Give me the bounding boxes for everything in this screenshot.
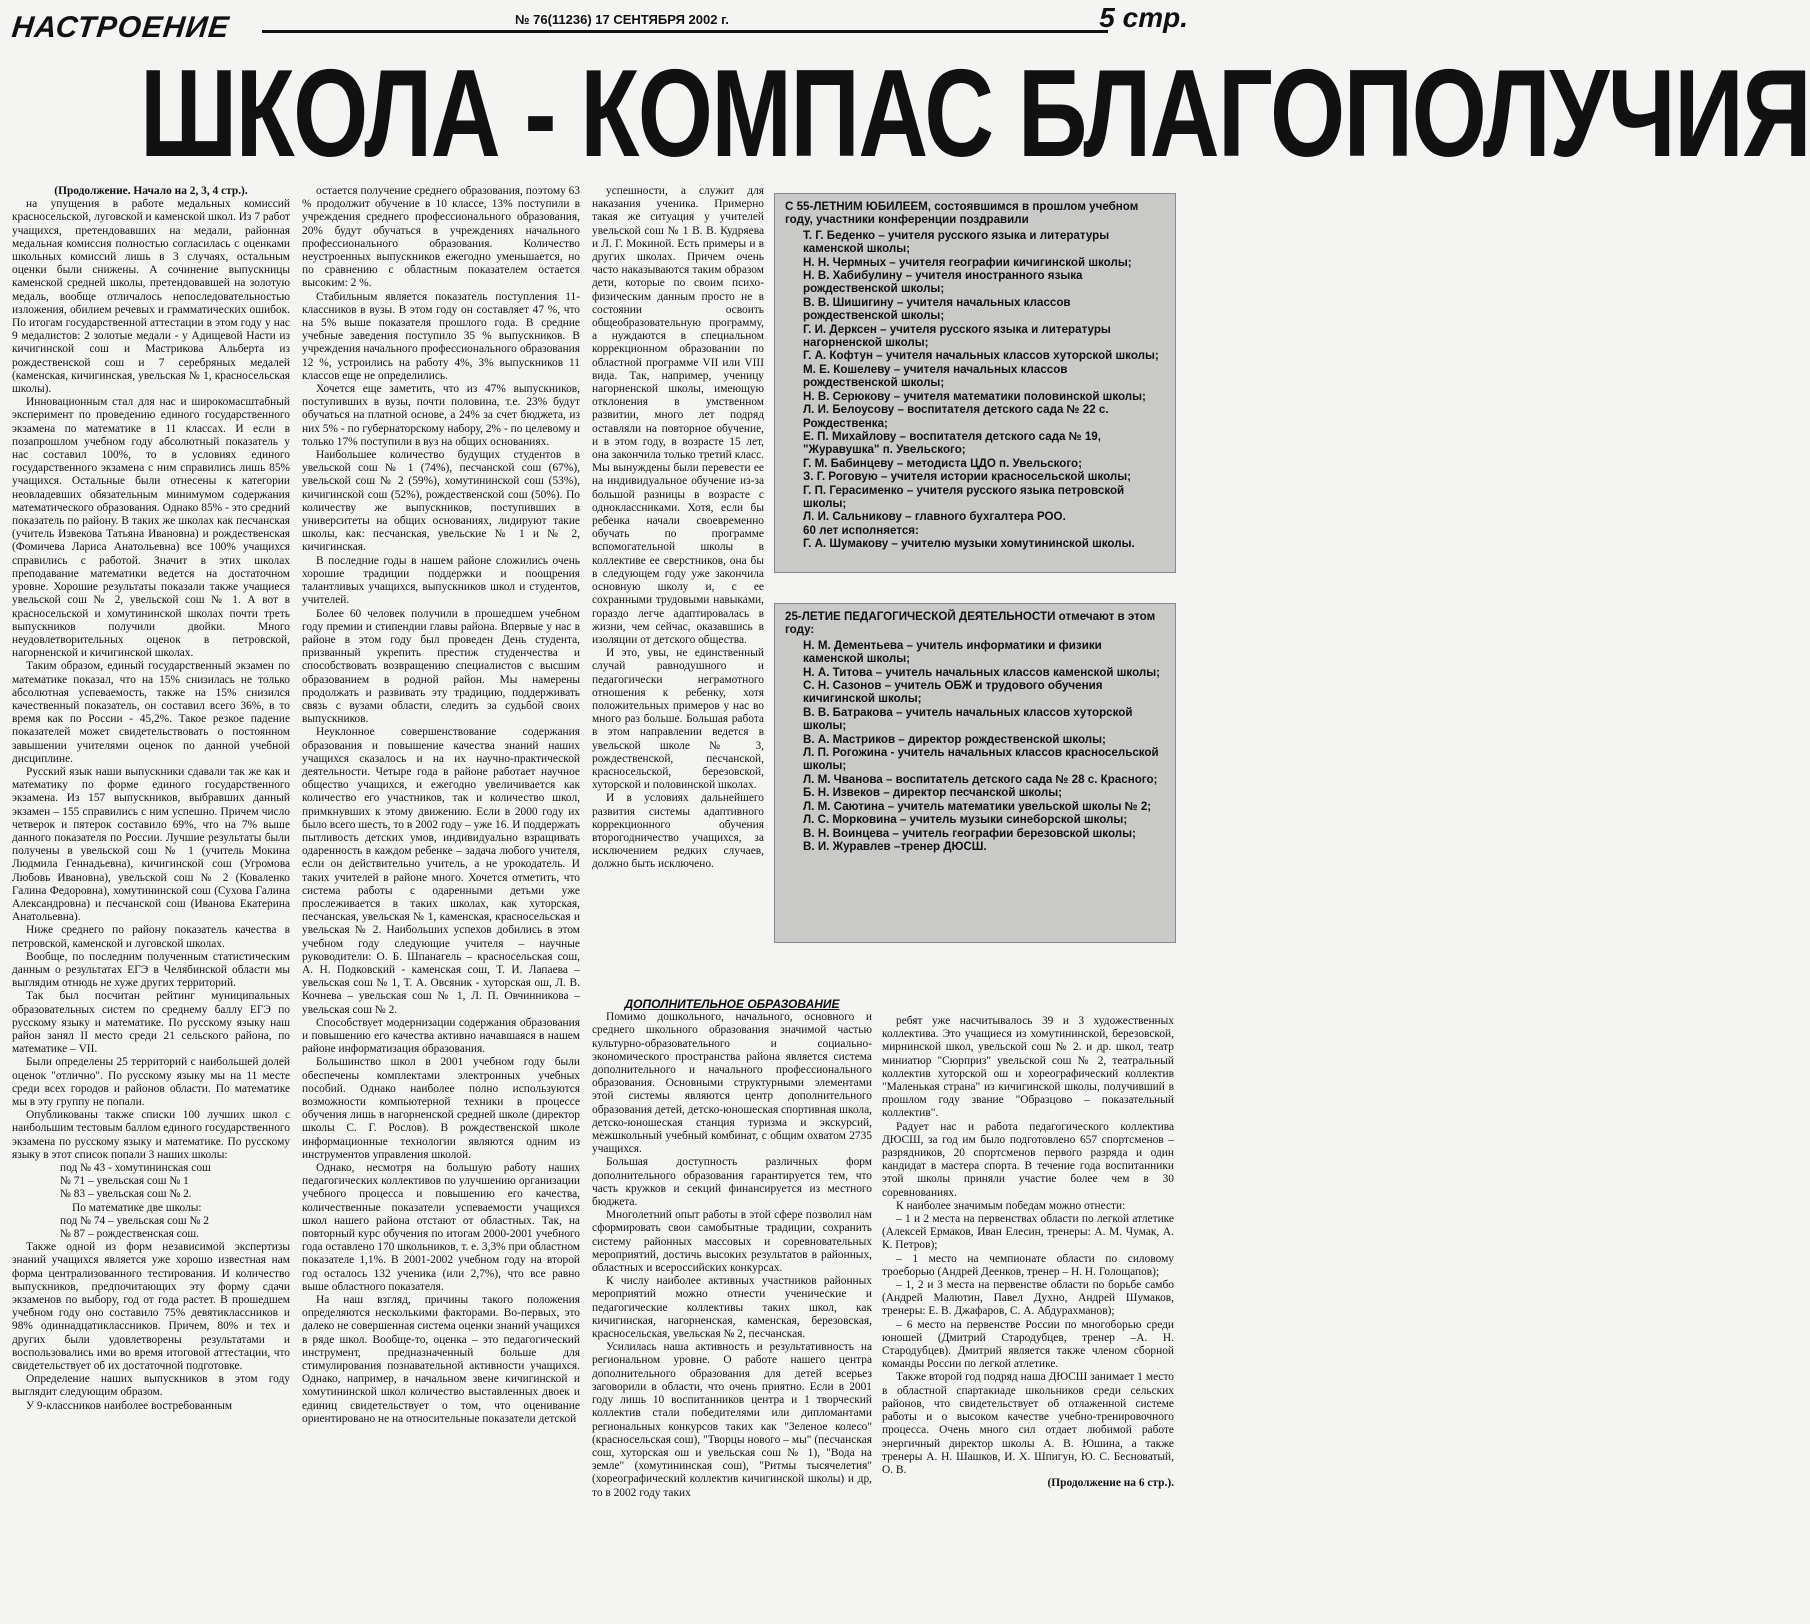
section-subhead: ДОПОЛНИТЕЛЬНОЕ ОБРАЗОВАНИЕ: [624, 997, 840, 1011]
box-entry: В. В. Шишигину – учителя начальных классов рождественской школы;: [803, 295, 1071, 323]
box-entry: Л. И. Сальникову – главного бухгалтера РОО.: [803, 510, 1066, 524]
paragraph: Большинство школ в 2001 учебном году были обеспечены комплектами электронных учебных пособий. Однако наиболее полно используются возможности компьютерной техники в процессе обучения лишь в нагорненской средней школе (директор школы С. Г. Рослов). В рождественской школе информационные технологии являются одним из инструментов управления школой.: [302, 1056, 580, 1161]
box-entry: Г. И. Дерксен – учителя русского языка и литературы нагорненской школы;: [803, 322, 1111, 350]
column-3: [592, 185, 764, 1005]
box-entries: [785, 639, 1165, 854]
paragraph: Многолетний опыт работы в этой сфере позволил нам сформировать свои самобытные традиции, сохранить систему районных массовых и соревновательных мероприятий, достичь высоких результатов в районных, областных и всероссийских конкурсах.: [592, 1209, 872, 1275]
paragraph: Радует нас и работа педагогического коллектива ДЮСШ, за год им было подготовлено 657 спортсменов – разрядников, 20 спортсменов первого разряда и один кандидат в мастера спорта. В течение года воспитанники этой школы приняли участие более чем в 30 соревнованиях.: [882, 1120, 1174, 1199]
box-entry: Н. М. Дементьева – учитель информатики и физики каменской школы;: [803, 638, 1102, 666]
top-schools-russian-list: [12, 1162, 290, 1202]
box-entry: Г. А. Кофтун – учителя начальных классов хуторской школы;: [803, 349, 1159, 363]
paragraph: Инновационным стал для нас и широкомасштабный эксперимент по проведению единого государственного экзамена по математике в 11 классах. И если в позапрошлом учебном году абсолютный показатель у нас составил 100%, то в условиях единого государственного экзамена с ним справились лишь 85% учащихся. Остальные были отнесены к категории неовладевших обязательным минимумом содержания математического образования. Однако 85% - это средний показатель по району. В таких же школах как песчанская (учитель Извекова Татьяна Ивановна) и рождественская (Фомичева Лариса Анатольевна) все 100% учащихся справились с работой. Значит в этих школах преподавание математики ведется на достаточном уровне. Хорошие результаты показали также учащиеся увельской сош № 2, увельской сош № 1. А вот в красносельской и хомутининской школах почти треть выпускников получили двойки. Много неудовлетворительных оценок в петровской, нагорненской и кичигинской школах.: [12, 396, 290, 660]
paragraph: Были определены 25 территорий с наибольшей долей оценок "отлично". По русскому языку мы на 11 месте среди всех городов и районов области. По математике мы в эту группу не попали.: [12, 1056, 290, 1109]
paragraph: Стабильным является показатель поступления 11-классников в вузы. В этом году он составляет 47 %, что на 5% выше показателя прошлого года. В средние учебные заведения поступило 35 % выпускников. В учреждения начального профессионального образования 12 %, устроились на работу 4%, 3% выпускников 11 классов еще не определились.: [302, 290, 580, 382]
masthead-rule: [262, 30, 1108, 33]
box-entry: Т. Г. Беденко – учителя русского языка и литературы каменской школы;: [803, 228, 1110, 256]
box-entry: Н. В. Серюкову – учителя математики половинской школы;: [803, 389, 1146, 403]
box-entries: [785, 229, 1165, 551]
column-1-body: [12, 198, 290, 1162]
section-name: НАСТРОЕНИЕ: [10, 11, 232, 44]
box-entry: В. Н. Воинцева – учитель географии березовской школы;: [803, 826, 1136, 840]
top-schools-math-list: [12, 1215, 290, 1241]
issue-number: № 76(11236) 17 СЕНТЯБРЯ 2002 г.: [515, 12, 729, 27]
box-entry: Г. А. Шумакову – учителю музыки хомутининской школы.: [803, 537, 1135, 551]
paragraph: – 6 место на первенстве России по многоборью среди юношей (Дмитрий Стародубцев, тренер –А. Н. Стародубцев). Дмитрий является также членом сборной команды России по легкой атлетике.: [882, 1318, 1174, 1371]
paragraph: В последние годы в нашем районе сложились очень хорошие традиции поддержки и поощрения талантливых учащихся, выпускников школ и студентов, учителей.: [302, 554, 580, 607]
paragraph: ребят уже насчитывалось 39 и 3 художественных коллектива. Это учащиеся из хомутининской, березовской, мирнинской школ, увельской сош № 2. и др. школ, театр миниатюр "Сюрприз" увельской сош № 2, театральный коллектив хуторской ош и хореографический коллектив "Маленькая страна" из кичигинской школы, получивший в прошлом году звание "Образцово – показательный коллектив".: [882, 1015, 1174, 1120]
paragraph: Таким образом, единый государственный экзамен по математике показал, что на 15% снизилась не только абсолютная успеваемость, также на 15% снизился качественный показатель, он составил всего 36%, в то время как по России - 45,2%. Такое резкое падение показателей может свидетельствовать о постоянном завышении учителями оценок по данной учебной дисциплине.: [12, 660, 290, 765]
paragraph: У 9-классников наиболее востребованным: [26, 1399, 233, 1412]
paragraph: На наш взгляд, причины такого положения определяются несколькими факторами. Во-первых, это далеко не совершенная система оценки знаний учащихся в ряде школ. Вообще-то, оценка – это педагогический инструмент, предназначенный больше для стимулирования познавательной активности учащихся. Однако, например, в начальном звене кичигинской и хомутининской школ количество выставленных двоек и единиц свидетельствует о том, что оценивание ориентировано не на относительные показатели детской: [302, 1294, 580, 1425]
box-entry: Л. М. Чванова – воспитатель детского сада № 28 с. Красного;: [803, 772, 1158, 786]
box-entry: Л. М. Саютина – учитель математики увельской школы № 2;: [803, 799, 1152, 813]
column-4: [882, 1015, 1174, 1615]
paragraph: – 1 место на чемпионате области по силовому троеборью (Андрей Деенков, тренер – Н. Н. Голощапов);: [882, 1252, 1174, 1278]
box-entry: В. И. Журавлев –тренер ДЮСШ.: [803, 839, 987, 853]
continuation-note: (Продолжение. Начало на 2, 3, 4 стр.).: [54, 185, 248, 197]
continued-note: (Продолжение на 6 стр.).: [1047, 1477, 1174, 1490]
box-entry: М. Е. Кошелеву – учителя начальных классов рождественской школы;: [803, 362, 1068, 390]
paragraph: Так был посчитан рейтинг муниципальных образовательных систем по среднему баллу ЕГЭ по русскому языку и математике. По русскому языку наш район занял II место среди 21 сельского района, по математике – VII.: [12, 990, 290, 1056]
paragraph: Хочется еще заметить, что из 47% выпускников, поступивших в вузы, почти половина, т.е. 23% будут обучаться на платной основе, а 24% за счет бюджета, из них 5% - по губернаторскому набору, 2% - по целевому и только 17% поступили в вуз на общих основаниях.: [302, 383, 580, 448]
anniversary-box-25: [774, 603, 1176, 943]
page-number: 5 стр.: [1099, 2, 1188, 33]
box-entry: Г. М. Бабинцеву – методиста ЦДО п. Увельского;: [803, 456, 1082, 470]
paragraph: Также одной из форм независимой экспертизы знаний учащихся является уже хорошо известная нам форма централизованного тестирования. И количество выпускников, предпочитающих эту форму сдачи экзаменов по выбору, год от года растет. В прошедшем учебном году оно составило 75% девятиклассников и 98% одиннадцатиклассников. Причем, 80% и тех и других были удовлетворены результатами и воспользовались ими во время итоговой аттестации, что свидетельствует об их достаточной подготовке.: [12, 1241, 290, 1373]
list-item: под № 74 – увельская сош № 2: [60, 1214, 209, 1227]
box-entry: Б. Н. Извеков – директор песчанской школы;: [803, 786, 1062, 800]
paragraph: К наиболее значимым победам можно отнести:: [896, 1199, 1126, 1212]
paragraph: на упущения в работе медальных комиссий красносельской, луговской и каменской школ. Из 7 работ учащихся, претендовавших на медали, районная медальная комиссия полностью согласилась с оценками школьных комиссий лишь в 3 случаях, остальным оценки были снижены. А сочинение выпускницы каменской средней школы, претендовавшей на золотую медаль, вообще отличалось непоследовательностью изложения, обилием речевых и грамматических ошибок. По итогам государственной аттестации в этом году у нас 9 медалистов: 2 золотые медали - у Адищевой Насти из кичигинской сош и Мастрикова Альберта из рождественской сош и 7 серебряных медалей (каменская, кичигинская, увельская № 1, красносельская школы).: [12, 198, 290, 396]
box-intro: С 55-ЛЕТНИМ ЮБИЛЕЕМ, состоявшимся в прошлом учебном году, участники конференции поздравили: [785, 200, 1139, 227]
paragraph: Более 60 человек получили в прошедшем учебном году премии и стипендии главы района. Впервые у нас в районе в этом году был проведен День студента, призванный укрепить престиж студенчества и способствовать возвращению специалистов с высшим образованием в родной район. Мы намерены продолжать и развивать эту традицию, поддерживать связь с вузами области, следить за судьбой своих выпускников.: [302, 607, 580, 726]
box-entry: 60 лет исполняется:: [803, 523, 919, 537]
paragraph: Большая доступность различных форм дополнительного образования гарантируется тем, что часть кружков и секций финансируется из местного бюджета.: [592, 1156, 872, 1209]
box-entry: В. А. Мастриков – директор рождественской школы;: [803, 732, 1106, 746]
article-columns: [12, 185, 1176, 1615]
column-2: [302, 185, 580, 1615]
paragraph: Помимо дошкольного, начального, основного и среднего школьного образования значимой частью культурно-образовательного и социально-экономического пространства района является система дополнительного и начального профессионального образования. Основными структурными элементами этой системы являются центр дополнительного образования детей, детско-юношеская спортивная школа, детско-юношеская станция туризма и экскурсий, межшкольный учебный комбинат, с общим охватом 2735 учащихся.: [592, 1011, 872, 1156]
box-entry: Н. А. Титова – учитель начальных классов каменской школы;: [803, 665, 1160, 679]
paragraph: – 1 и 2 места на первенствах области по легкой атлетике (Алексей Ермаков, Иван Елесин, тренеры: А. М. Чумак, А. К. Петров);: [882, 1213, 1174, 1252]
box-entry: Г. П. Герасименко – учителя русского языка петровской школы;: [803, 483, 1125, 510]
paragraph: остается получение среднего образования, поэтому 63 % продолжит обучение в 10 классе, 13% поступили в учреждения среднего профессионального образования, 20% будут обучаться в учреждениях начального профессионального образования. Количество неустроенных выпускников ежегодно уменьшается, но по сравнению с областным показателем остается высоким: 2 %.: [302, 185, 581, 290]
box-entry: Е. П. Михайлову – воспитателя детского сада № 19, "Журавушка" п. Увельского;: [803, 429, 1101, 457]
column-3-lower-body: [592, 1011, 872, 1500]
box-entry: З. Г. Роговую – учителя истории красносельской школы;: [803, 470, 1132, 484]
column-3-lower: [592, 995, 872, 1615]
column-1-body-2: [12, 1241, 290, 1413]
box-entry: С. Н. Сазонов – учитель ОБЖ и трудового обучения кичигинской школы;: [803, 679, 1103, 706]
paragraph: Русский язык наши выпускники сдавали так же как и математику по форме единого государственного экзамена. Из 157 выпускников, выбравших данный экзамен – 155 справились с ним успешно. Причем число четверок и пятерок составило 69%, что на 7% выше данного показателя по России. Лучшие результаты были получены в увельской сош № 1 (учитель Мокина Людмила Геннадьевна), кичигинской сош (Угромова Любовь Ивановна), увельской сош № 2 (Коваленко Галина Федоровна), хомутининской сош (Сухова Галина Александровна) и песчанской сош (Иванова Екатерина Анатольевна).: [12, 765, 290, 924]
box-entry: Л. С. Морковина – учитель музыки синеборской школы;: [803, 813, 1128, 827]
paragraph: Ниже среднего по району показатель качества в петровской, каменской и луговской школах.: [12, 924, 290, 950]
paragraph: Неуклонное совершенствование содержания образования и повышение качества знаний наших учащихся сказалось и на их научно-практической деятельности. Четыре года в районе работает научное общество учащихся, и ежегодно увеличивается как количество его участников, так и количество школ, примкнувших к этому движению. Если в 2000 году их было всего шесть, то в 2002 году – уже 16. И поддержать пытливость детских умов, индивидуально взращивать одаренность в каждом ребенке – задача любого учителя, если он действительно учитель, а не урокодатель. И таких учителей в районе много. Хочется отметить, что система работы с одаренными детьми уже прослеживается в таких школах, как хуторская, песчанская, увельская № 1, каменская, красносельская и увельская № 2. Наибольших успехов добились в этом учебном году следующие учителя – научные руководители: О. Б. Шпанагель – красносельская сош, А. Н. Подковский - каменская сош, Т. И. Лапаева – увельская сош № 1, Т. А. Овсяник - хуторская ош, Л. В. Кочнева – увельская сош № 1, Л. П. Овчинникова – увельская сош № 2.: [302, 726, 580, 1016]
paragraph: И в условиях дальнейшего развития системы адаптивного коррекционного обучения второгодничество учащихся, за исключением редких случаев, должно быть исключено.: [592, 792, 764, 871]
paragraph: Также второй год подряд наша ДЮСШ занимает 1 место в областной спартакиаде школьников среди сельских районов, что свидетельствует об отлаженной системе работы и о высоком качестве учебно-тренировочного процесса. Очень много сил отдает любимой работе энергичный директор школы А. В. Юшина, а также тренеры А. Н. Шашков, И. Х. Шпигун, Ю. С. Бесноватый, О. В.: [882, 1371, 1174, 1476]
anniversary-box-55: [774, 193, 1176, 573]
box-entry: Л. П. Рогожина - учитель начальных классов красносельской школы;: [803, 746, 1159, 773]
box-entry: В. В. Батракова – учитель начальных классов хуторской школы;: [803, 705, 1133, 733]
paragraph: Способствует модернизации содержания образования и повышению его качества активно начавшаяся в нашем районе информатизация образования.: [302, 1016, 580, 1056]
paragraph: И это, увы, не единственный случай равнодушного и педагогически неграмотного отношения к ребенку, хотя положительных примеров у нас во много раз больше. Большая работа в этом направлении ведется в увельской школе № 3, рождественской, песчанской, красносельской, березовской, хуторской и половинской школах.: [592, 647, 764, 792]
paragraph: Вообще, по последним полученным статистическим данным о результатах ЕГЭ в Челябинской области мы выглядим отнюдь не хуже других территорий.: [12, 950, 290, 990]
column-1: [12, 185, 290, 1615]
list-item: под № 43 - хомутининская сош: [60, 1162, 211, 1175]
paragraph: Определение наших выпускников в этом году выглядит следующим образом.: [12, 1373, 290, 1399]
list-item: № 83 – увельская сош № 2.: [60, 1188, 192, 1201]
paragraph: Опубликованы также списки 100 лучших школ с наибольшим тестовым баллом единого государственного экзамена по русскому языку и математике. По русскому языку в этот список попали 3 наших школы:: [12, 1109, 290, 1161]
box-entry: Н. В. Хабибулину – учителя иностранного языка рождественской школы;: [803, 269, 1083, 296]
list-item: № 87 – рождественская сош.: [60, 1228, 200, 1241]
paragraph: К числу наиболее активных участников районных мероприятий можно отнести ученические и педагогические коллективы таких школ, как кичигинская, нагорненская, каменская, березовская, красносельская, увельская № 2, песчанская.: [592, 1275, 872, 1341]
column-4-body: [882, 1015, 1174, 1477]
box-intro: 25-ЛЕТИЕ ПЕДАГОГИЧЕСКОЙ ДЕЯТЕЛЬНОСТИ отмечают в этом году:: [785, 610, 1156, 637]
box-entry: Л. И. Белоусову – воспитателя детского сада № 22 с. Рождественка;: [803, 403, 1109, 430]
paragraph: Однако, несмотря на большую работу наших педагогических коллективов по улучшению организации учебного процесса и повышению его качества, количественные показатели успеваемости учащихся школ нашего района отстают от областных. Так, на повторный курс обучения по итогам 2000-2001 учебного года оставлено 170 школьников, т. е. 3,3% при областном показателе 1,1%. В 2001-2002 учебном году на второй год осталось 132 ученика (или 2,7%), что все равно выше областного показателя.: [302, 1162, 580, 1293]
top-schools-math-heading: По математике две школы:: [72, 1201, 202, 1214]
box-entry: Н. Н. Чермных – учителя географии кичигинской школы;: [803, 255, 1132, 269]
paragraph: Усилилась наша активность и результативность на региональном уровне. О работе нашего центра дополнительного образования для детей всерьез заговорили в области, что очень приятно. Если в 2001 году лишь 10 воспитанников центра и 1 творческий коллектив стали победителями или дипломантами региональных конкурсов таких как "Зеленое колесо" (красносельская сош), "Творцы нового – мы" (песчанская сош, хуторская ош и увельская сош № 1), "Вода на земле" (хомутининская сош), "Ритмы тысячелетия" (хореографический коллектив кичигинской школы) и др, то в 2002 году таких: [592, 1341, 872, 1499]
paragraph: – 1, 2 и 3 места на первенстве области по борьбе самбо (Андрей Малютин, Павел Духно, Андрей Шумаков, тренеры: Е. В. Джафаров, С. А. Абдурахманов);: [882, 1279, 1174, 1318]
paragraph: Наибольшее количество будущих студентов в увельской сош № 1 (74%), песчанской сош (67%), увельской сош № 2 (59%), хомутининской сош (53%), кичигинской сош (52%), рождественской сош (50%). По количеству же выпускников, поступивших в университеты на общих основаниях, лидируют такие школы, как: песчанская, увельские № 1 и № 2, кичигинская.: [302, 449, 580, 554]
paragraph: успешности, а служит для наказания ученика. Примерно такая же ситуация у учителей увельской сош № 1 В. В. Кудряева и Л. Г. Мокиной. Есть примеры и в других школах. Причем очень часто наказываются таким образом дети, которые по своим психо-физическим данным просто не в состоянии освоить общеобразовательную программу, а нуждаются в специальном коррекционном образовании по областной программе VII или VIII вида. Так, например, ученицу нагорненской школы, имеющую отклонения в умственном развитии, много лет подряд оставляли на повторное обучение, и в этом году, в возрасте 15 лет, она закончила только третий класс. Мы вынуждены были перевести ее на индивидуальное обучение из-за большой разницы в возрасте с одноклассниками. Хотя, если бы ребенка начали своевременно обучать по программе вспомогательной школы в коллективе ее сверстников, она бы в следующем году уже закончила основную школу и, с ее сохранными трудовыми навыками, гораздо легче адаптировалась в жизни, чем сейчас, оказавшись в изоляции от детского общества.: [592, 185, 764, 646]
headline: ШКОЛА - КОМПАС БЛАГОПОЛУЧИЯ: [140, 45, 1810, 183]
list-item: № 71 – увельская сош № 1: [60, 1175, 189, 1188]
top-schools-math-heading-wrap: [12, 1202, 290, 1215]
